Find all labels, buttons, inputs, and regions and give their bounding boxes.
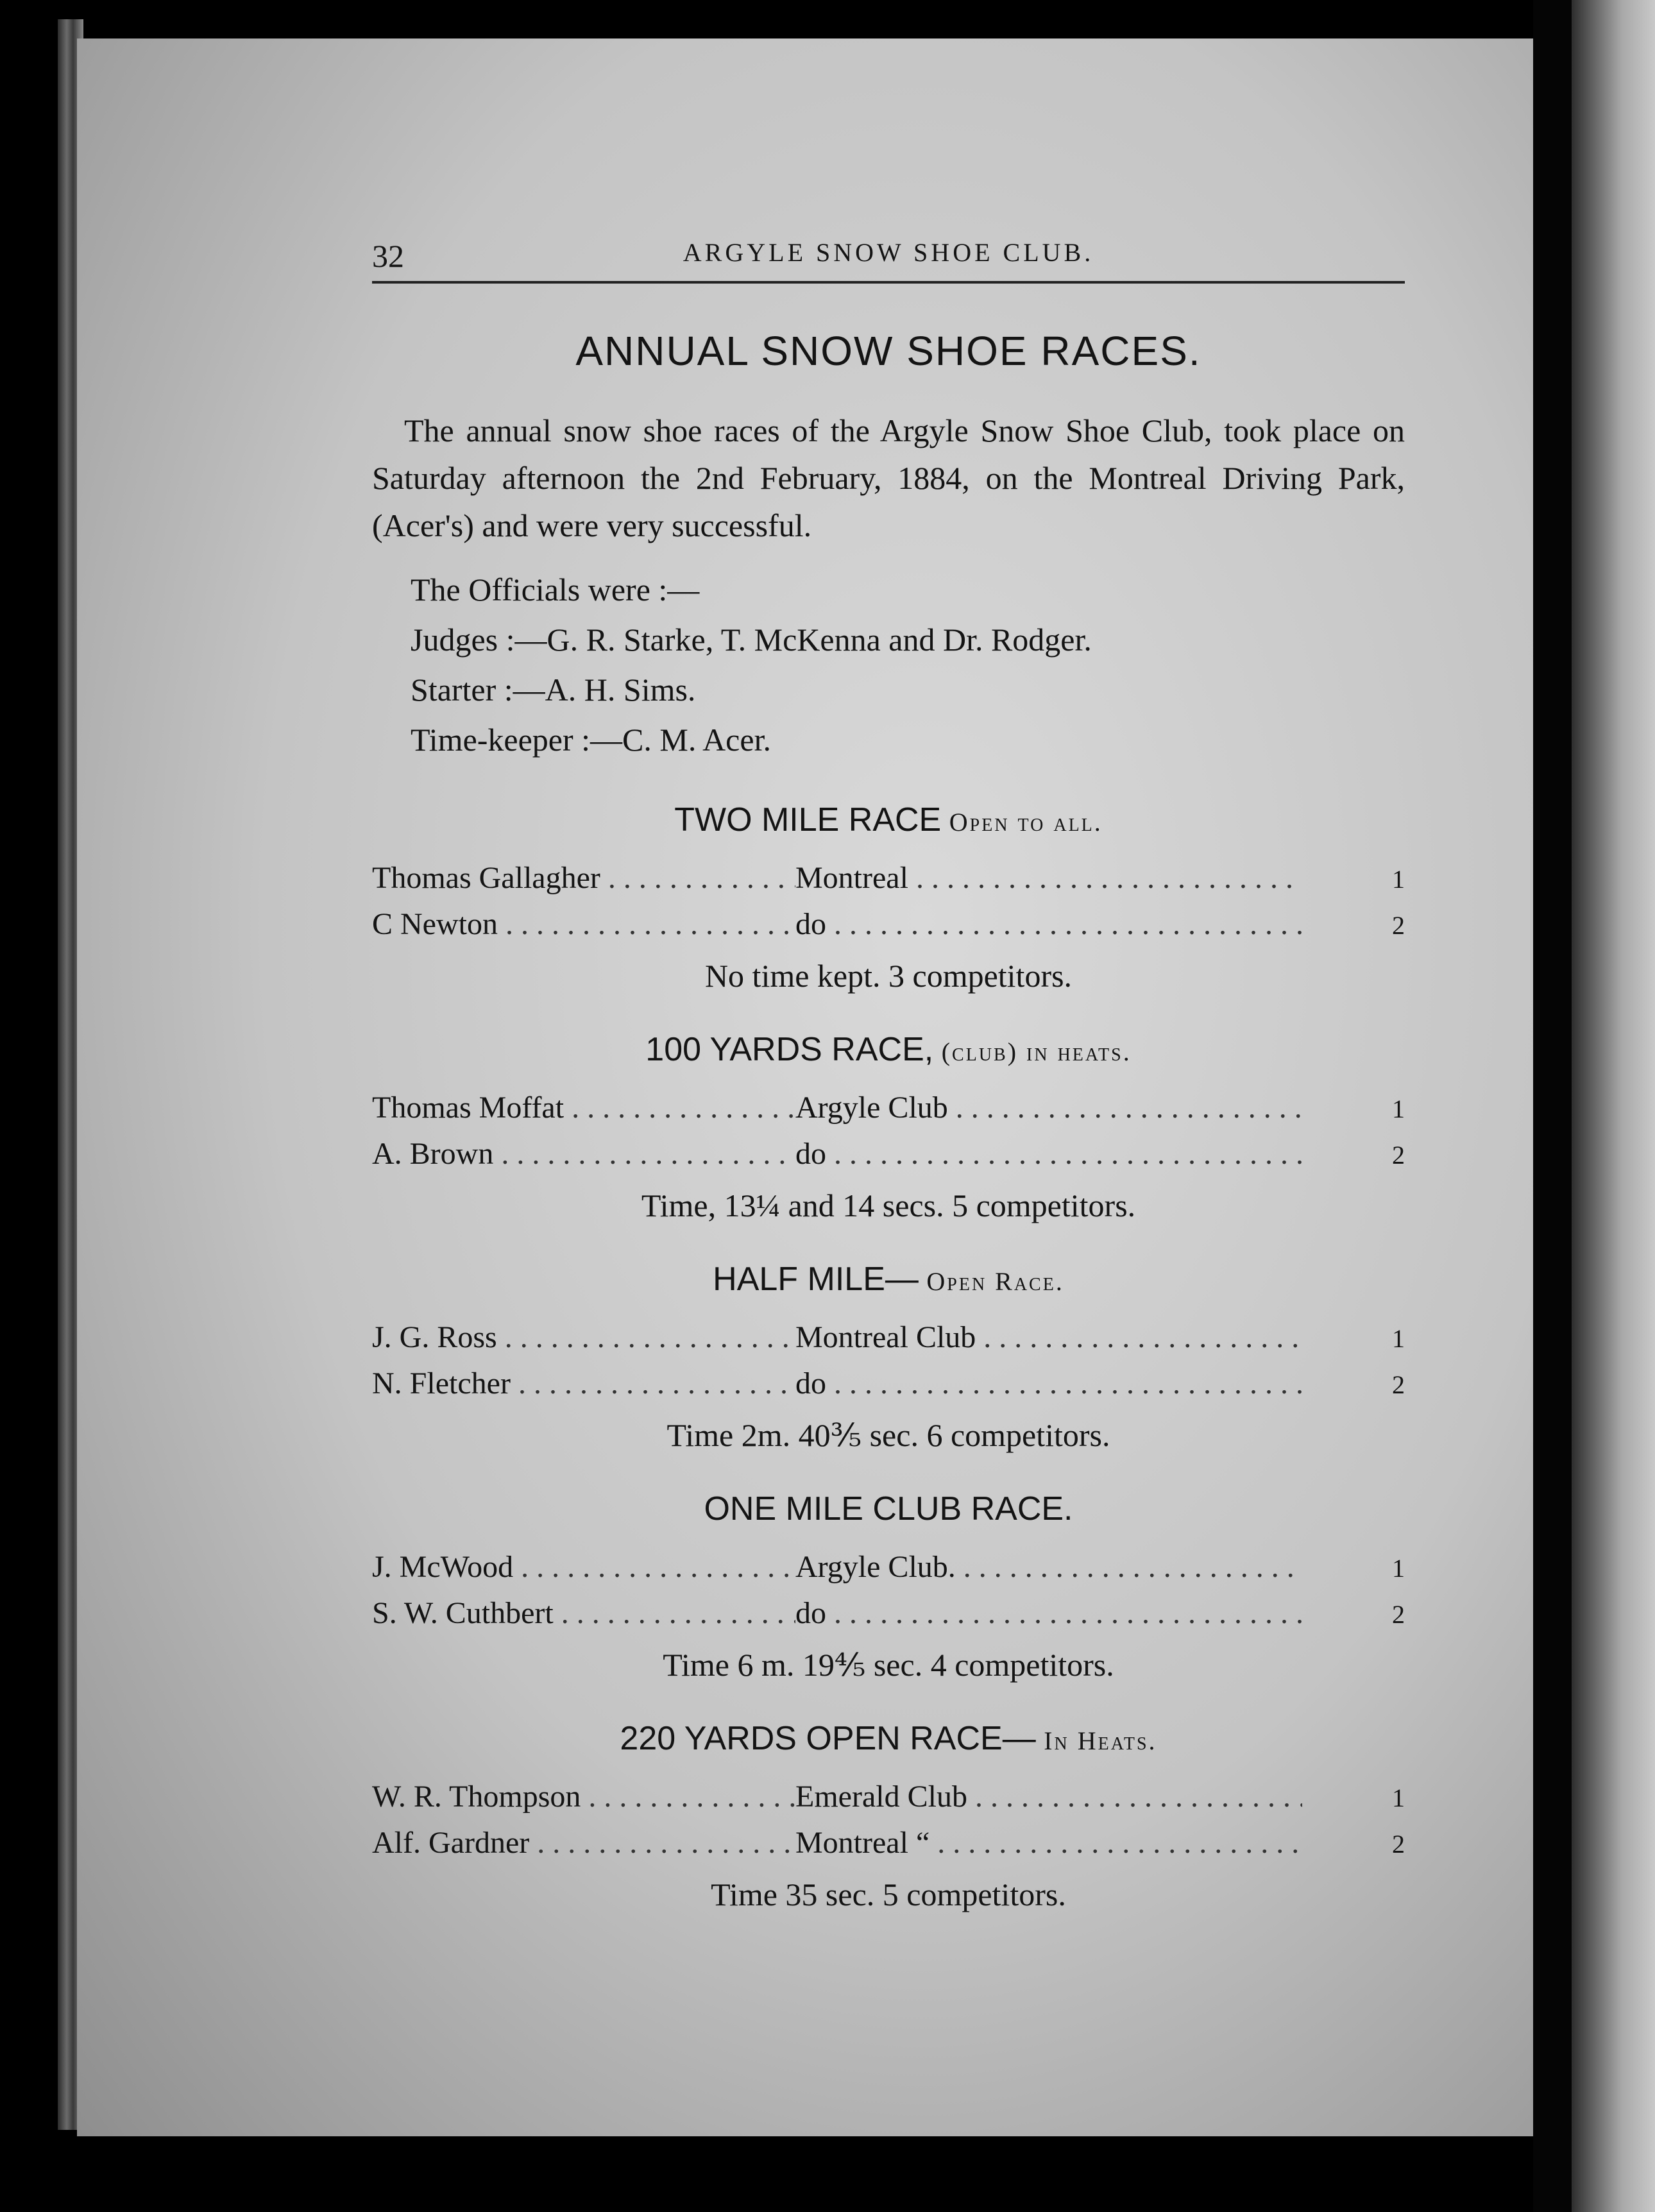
officials-timekeeper: Time-keeper :—C. M. Acer. [411, 722, 771, 758]
club-name: Argyle Club . . . [795, 1085, 1302, 1130]
club-name: Montreal “ . . . [795, 1821, 1302, 1866]
result-row [372, 902, 1405, 948]
place-number: 1 [1392, 1094, 1405, 1123]
race-section [372, 1260, 1405, 1454]
result-row [372, 1361, 1405, 1408]
athlete-name: A. Brown . . . [372, 1132, 795, 1177]
page-number: 32 [372, 238, 404, 274]
running-title: ARGYLE SNOW SHOE CLUB. [683, 238, 1094, 267]
athlete-name: Alf. Gardner . . . [372, 1821, 795, 1866]
athlete-name: J. McWood . . . [372, 1545, 795, 1590]
facing-page-edge [1572, 0, 1655, 2212]
officials-starter: Starter :—A. H. Sims. [411, 672, 696, 708]
race-suffix: In Heats. [1044, 1726, 1157, 1755]
place-number: 1 [1392, 1554, 1405, 1583]
result-row [372, 1315, 1405, 1361]
result-row [372, 1821, 1405, 1867]
club-name: Emerald Club . . . [795, 1774, 1302, 1819]
result-row [372, 856, 1405, 902]
race-section [372, 801, 1405, 994]
result-row [372, 1132, 1405, 1178]
place-number: 2 [1392, 1141, 1405, 1170]
race-suffix: Open to all. [949, 808, 1103, 837]
officials-list [411, 565, 1405, 765]
race-summary: Time, 13¼ and 14 secs. 5 competitors. [641, 1187, 1136, 1223]
club-name: do . . . [795, 1361, 1302, 1406]
club-name: Montreal . . . [795, 856, 1302, 901]
club-name: Montreal Club . . . [795, 1315, 1302, 1360]
athlete-name: N. Fletcher . . . [372, 1361, 795, 1406]
intro-paragraph: The annual snow shoe races of the Argyle Snow Shoe Club, took place on Saturday afternoon the 2nd February, 1884, on the Montreal Driving Park, (Acer's) and were very successful. [372, 413, 1405, 543]
race-title [372, 1030, 1405, 1069]
race-name: TWO MILE RACE [674, 801, 942, 838]
race-section [372, 1030, 1405, 1224]
place-number: 2 [1392, 1370, 1405, 1399]
race-section [372, 1490, 1405, 1683]
race-section [372, 1719, 1405, 1913]
race-title [372, 1260, 1405, 1298]
race-summary: Time 2m. 40⅗ sec. 6 competitors. [666, 1417, 1110, 1453]
race-name: 100 YARDS RACE, [645, 1031, 934, 1068]
race-suffix: (club) in heats. [941, 1037, 1132, 1066]
result-row [372, 1591, 1405, 1637]
race-name: 220 YARDS OPEN RACE— [620, 1720, 1036, 1757]
race-summary: No time kept. 3 competitors. [704, 958, 1073, 994]
race-name: ONE MILE CLUB RACE. [704, 1490, 1073, 1527]
race-title [372, 801, 1405, 839]
header-rule [372, 281, 1405, 284]
officials-judges: Judges :—G. R. Starke, T. McKenna and Dr. Rodger. [411, 622, 1092, 658]
athlete-name: W. R. Thompson . . . [372, 1774, 795, 1819]
place-number: 1 [1392, 1783, 1405, 1812]
race-suffix: Open Race. [926, 1267, 1064, 1296]
place-number: 1 [1392, 1324, 1405, 1353]
athlete-name: Thomas Gallagher . . . [372, 856, 795, 901]
officials-heading: The Officials were :— [411, 572, 700, 608]
place-number: 2 [1392, 911, 1405, 940]
athlete-name: S. W. Cuthbert . . . [372, 1591, 795, 1636]
athlete-name: J. G. Ross . . . [372, 1315, 795, 1360]
race-title [372, 1719, 1405, 1758]
place-number: 2 [1392, 1830, 1405, 1859]
club-name: do . . . [795, 902, 1302, 947]
page-content [372, 231, 1405, 1913]
athlete-name: C Newton . . . [372, 902, 795, 947]
race-summary: Time 6 m. 19⅘ sec. 4 competitors. [663, 1647, 1114, 1683]
result-row [372, 1774, 1405, 1821]
athlete-name: Thomas Moffat . . . [372, 1085, 795, 1130]
result-row [372, 1085, 1405, 1132]
result-row [372, 1545, 1405, 1591]
race-summary: Time 35 sec. 5 competitors. [711, 1876, 1066, 1912]
club-name: do . . . [795, 1591, 1302, 1636]
club-name: Argyle Club. . . . [795, 1545, 1302, 1590]
place-number: 1 [1392, 865, 1405, 894]
club-name: do . . . [795, 1132, 1302, 1177]
place-number: 2 [1392, 1600, 1405, 1629]
book-spine [1533, 0, 1572, 2212]
race-name: HALF MILE— [713, 1261, 919, 1298]
race-title [372, 1490, 1405, 1528]
page-title: ANNUAL SNOW SHOE RACES. [575, 328, 1201, 374]
running-head [372, 231, 1405, 289]
